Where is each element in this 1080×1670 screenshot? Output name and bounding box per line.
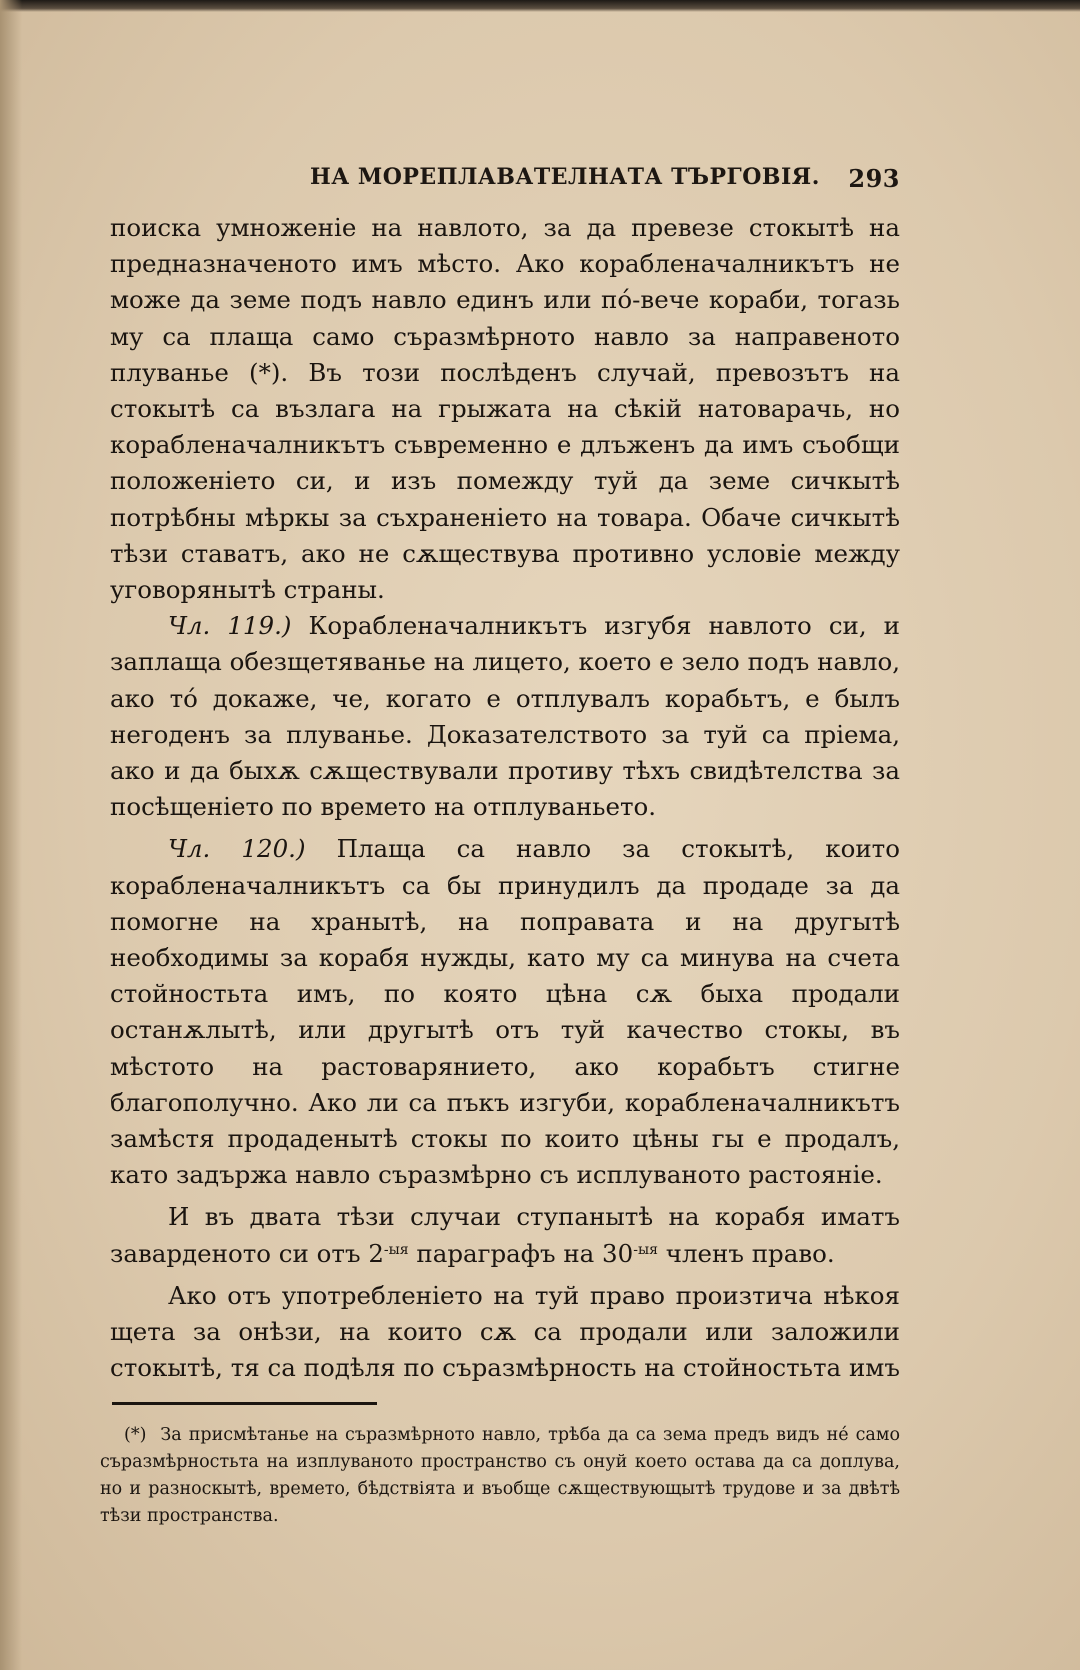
paragraph-both-cases: И въ двата тѣзи случаи ступанытѣ на корабя иматъ заварденото си отъ $2^{-ыя}$ параграфъ на $30^{-ыя}$ членъ право.	[110, 1202, 900, 1268]
running-head	[300, 160, 900, 196]
page-gutter-shadow	[0, 0, 22, 1670]
running-head-title: НА МОРЕПЛАВАТЕЛНАТА ТЪРГОВІЯ.	[310, 164, 820, 190]
footnote-mark: (*)	[124, 1425, 147, 1445]
page-number: 293	[848, 164, 900, 193]
paragraph-continued: поиска умноженіе на навлото, за да превезе стокытѣ на предназначеното имъ мѣсто. Ако корабленачалникътъ не може да земе подъ навло единъ или пó-вече кораби, тогазь му са плаща само съразмѣрното навло за направеното плуванье (*). Въ този послѣденъ случай, превозътъ на стокытѣ са възлага на грыжата на сѣкій натоварачь, но корабленачалникътъ съвременно е длъженъ да имъ съобщи положеніето си, и изъ помежду туй да земе сичкытѣ потрѣбны мѣркы за съхраненіето на товара. Обаче сичкытѣ тѣзи ставатъ, ако не сѫществува противно условіе между уговорянытѣ страны.	[110, 213, 900, 605]
paragraph-damage: Ако отъ употребленіето на туй право произтича нѣкоя щета за онѣзи, на които сѫ са продали или заложили стокытѣ, тя са подѣля по съразмѣрность на стойностьта имъ	[110, 1280, 900, 1383]
article-120-label: Чл. 120.)	[168, 834, 306, 864]
footnote-rule	[112, 1402, 377, 1405]
article-120-text: Плаща са навло за стокытѣ, които корабленачалникътъ са бы принудилъ да продаде за да помогне на хранытѣ, на поправата и на другытѣ необходимы за корабя нужды, като му са минува на счета стойностьта имъ, по която цѣна сѫ быха продали останѫлытѣ, или другытѣ отъ туй качество стокы, въ мѣстото на растоварянието, ако корабьтъ стигне благополучно. Ако ли са пъкъ изгуби, корабленачалникътъ замѣстя продаденытѣ стокы по които цѣны гы е продалъ, като задържа навло съразмѣрно съ исплуваното растояніе.	[110, 834, 900, 1190]
page-top-edge	[0, 0, 1080, 12]
article-120	[110, 831, 900, 1193]
main-text	[110, 210, 900, 1387]
footnote	[100, 1422, 900, 1530]
article-119-label: Чл. 119.)	[168, 611, 292, 641]
footnote-text: За присмѣтанье на съразмѣрното навло, трѣба да са зема предъ видъ нé само съразмѣрностьта на изплуваното пространство съ онуй което остава да са доплува, но и разноскытѣ, времето, бѣдствіята и въобще сѫществующытѣ трудове и за двѣтѣ тѣзи пространства.	[100, 1425, 900, 1526]
article-119-text: Корабленачалникътъ изгубя навлото си, и заплаща обезщетяванье на лицето, което е зело подъ навло, ако тó докаже, че, когато е отплувалъ корабьтъ, е былъ негоденъ за плуванье. Доказателството за туй са пріема, ако и да быхѫ сѫществували противу тѣхъ свидѣтелства за посѣщеніето по времето на отплуваньето.	[110, 611, 900, 822]
article-119	[110, 608, 900, 825]
